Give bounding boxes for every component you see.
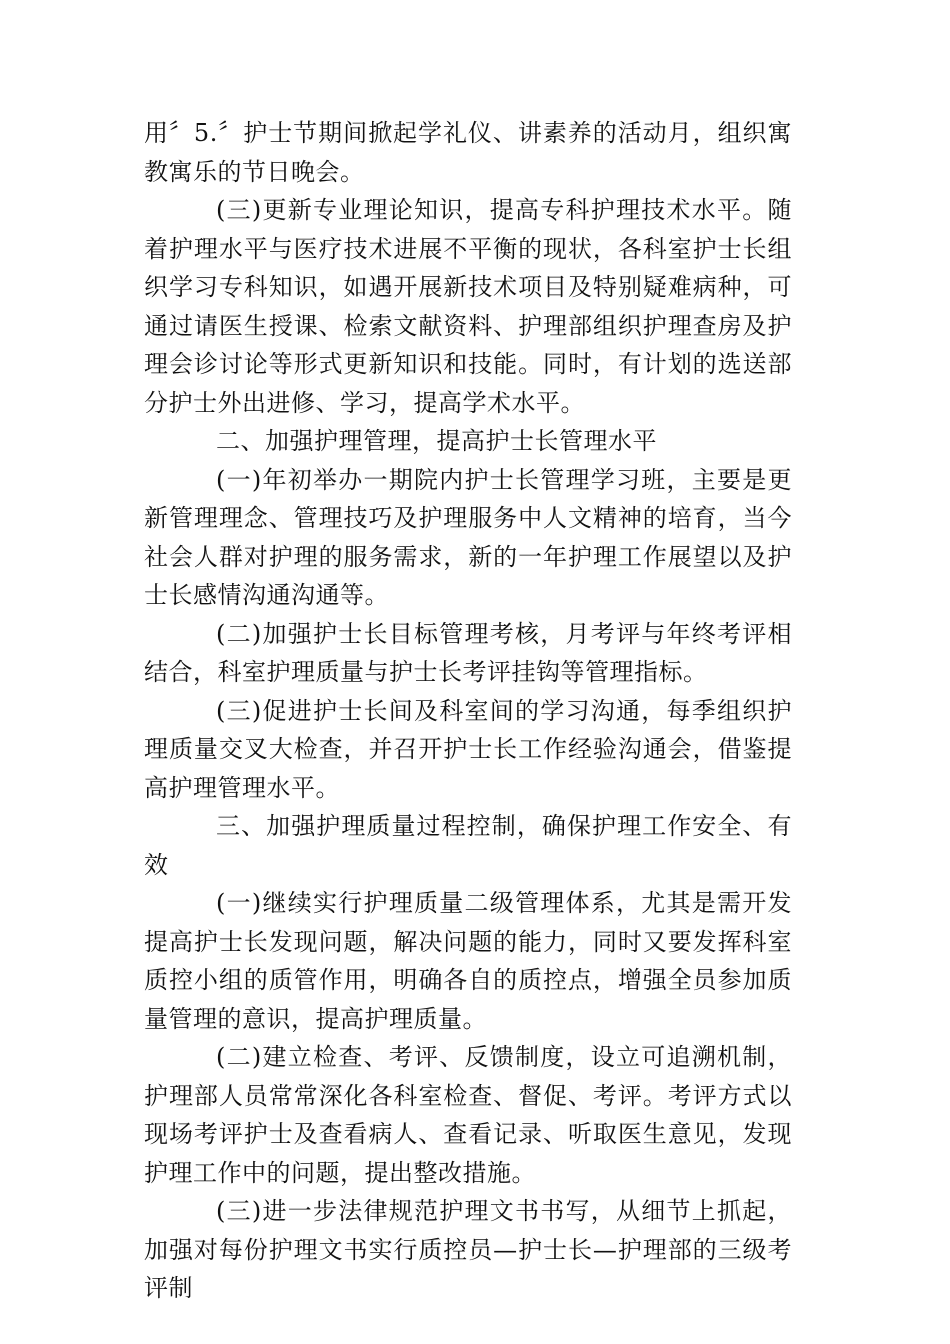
paragraph-inspection-system: (二)建立检查、考评、反馈制度，设立可追溯机制，护理部人员常常深化各科室检查、督促、考评。考评方式以现场考评护士及查看病人、查看记录、听取医生意见，发现护理工作中的问题，提出整改措施。 <box>144 1043 792 1187</box>
section-heading-management: 二、加强护理管理，提高护士长管理水平 <box>216 427 657 455</box>
paragraph-two-level-system: (一)继续实行护理质量二级管理体系，尤其是需开发提高护士长发现问题，解决问题的能力，同时又要发挥科室质控小组的质管作用，明确各自的质控点，增强全员参加质量管理的意识，提高护理质量。 <box>144 889 792 1033</box>
paragraph-communication: (三)促进护士长间及科室间的学习沟通，每季组织护理质量交叉大检查，并召开护士长工作经验沟通会，借鉴提高护理管理水平。 <box>144 696 792 802</box>
paragraph-target-assessment: (二)加强护士长目标管理考核，月考评与年终考评相结合，科室护理质量与护士长考评挂钩等管理指标。 <box>144 619 792 686</box>
document-page <box>144 114 792 1308</box>
paragraph-training-class: (一)年初举办一期院内护士长管理学习班，主要是更新管理理念、管理技巧及护理服务中人文精神的培育，当今社会人群对护理的服务需求，新的一年护理工作展望以及护士长感情沟通沟通等。 <box>144 465 792 609</box>
paragraph-continuation: 用〞5.〞护士节期间掀起学礼仪、讲素养的活动月，组织寓教寓乐的节日晚会。 <box>144 119 792 186</box>
section-heading-quality-control: 三、加强护理质量过程控制，确保护理工作安全、有效 <box>144 812 792 879</box>
paragraph-update-knowledge: (三)更新专业理论知识，提高专科护理技术水平。随着护理水平与医疗技术进展不平衡的现状，各科室护士长组织学习专科知识，如遇开展新技术项目及特别疑难病种，可通过请医生授课、检索文献资料、护理部组织护理查房及护理会诊讨论等形式更新知识和技能。同时，有计划的选送部分护士外出进修、学习，提高学术水平。 <box>144 196 792 417</box>
paragraph-documentation: (三)进一步法律规范护理文书书写，从细节上抓起，加强对每份护理文书实行质控员—护士长—护理部的三级考评制 <box>144 1197 792 1302</box>
